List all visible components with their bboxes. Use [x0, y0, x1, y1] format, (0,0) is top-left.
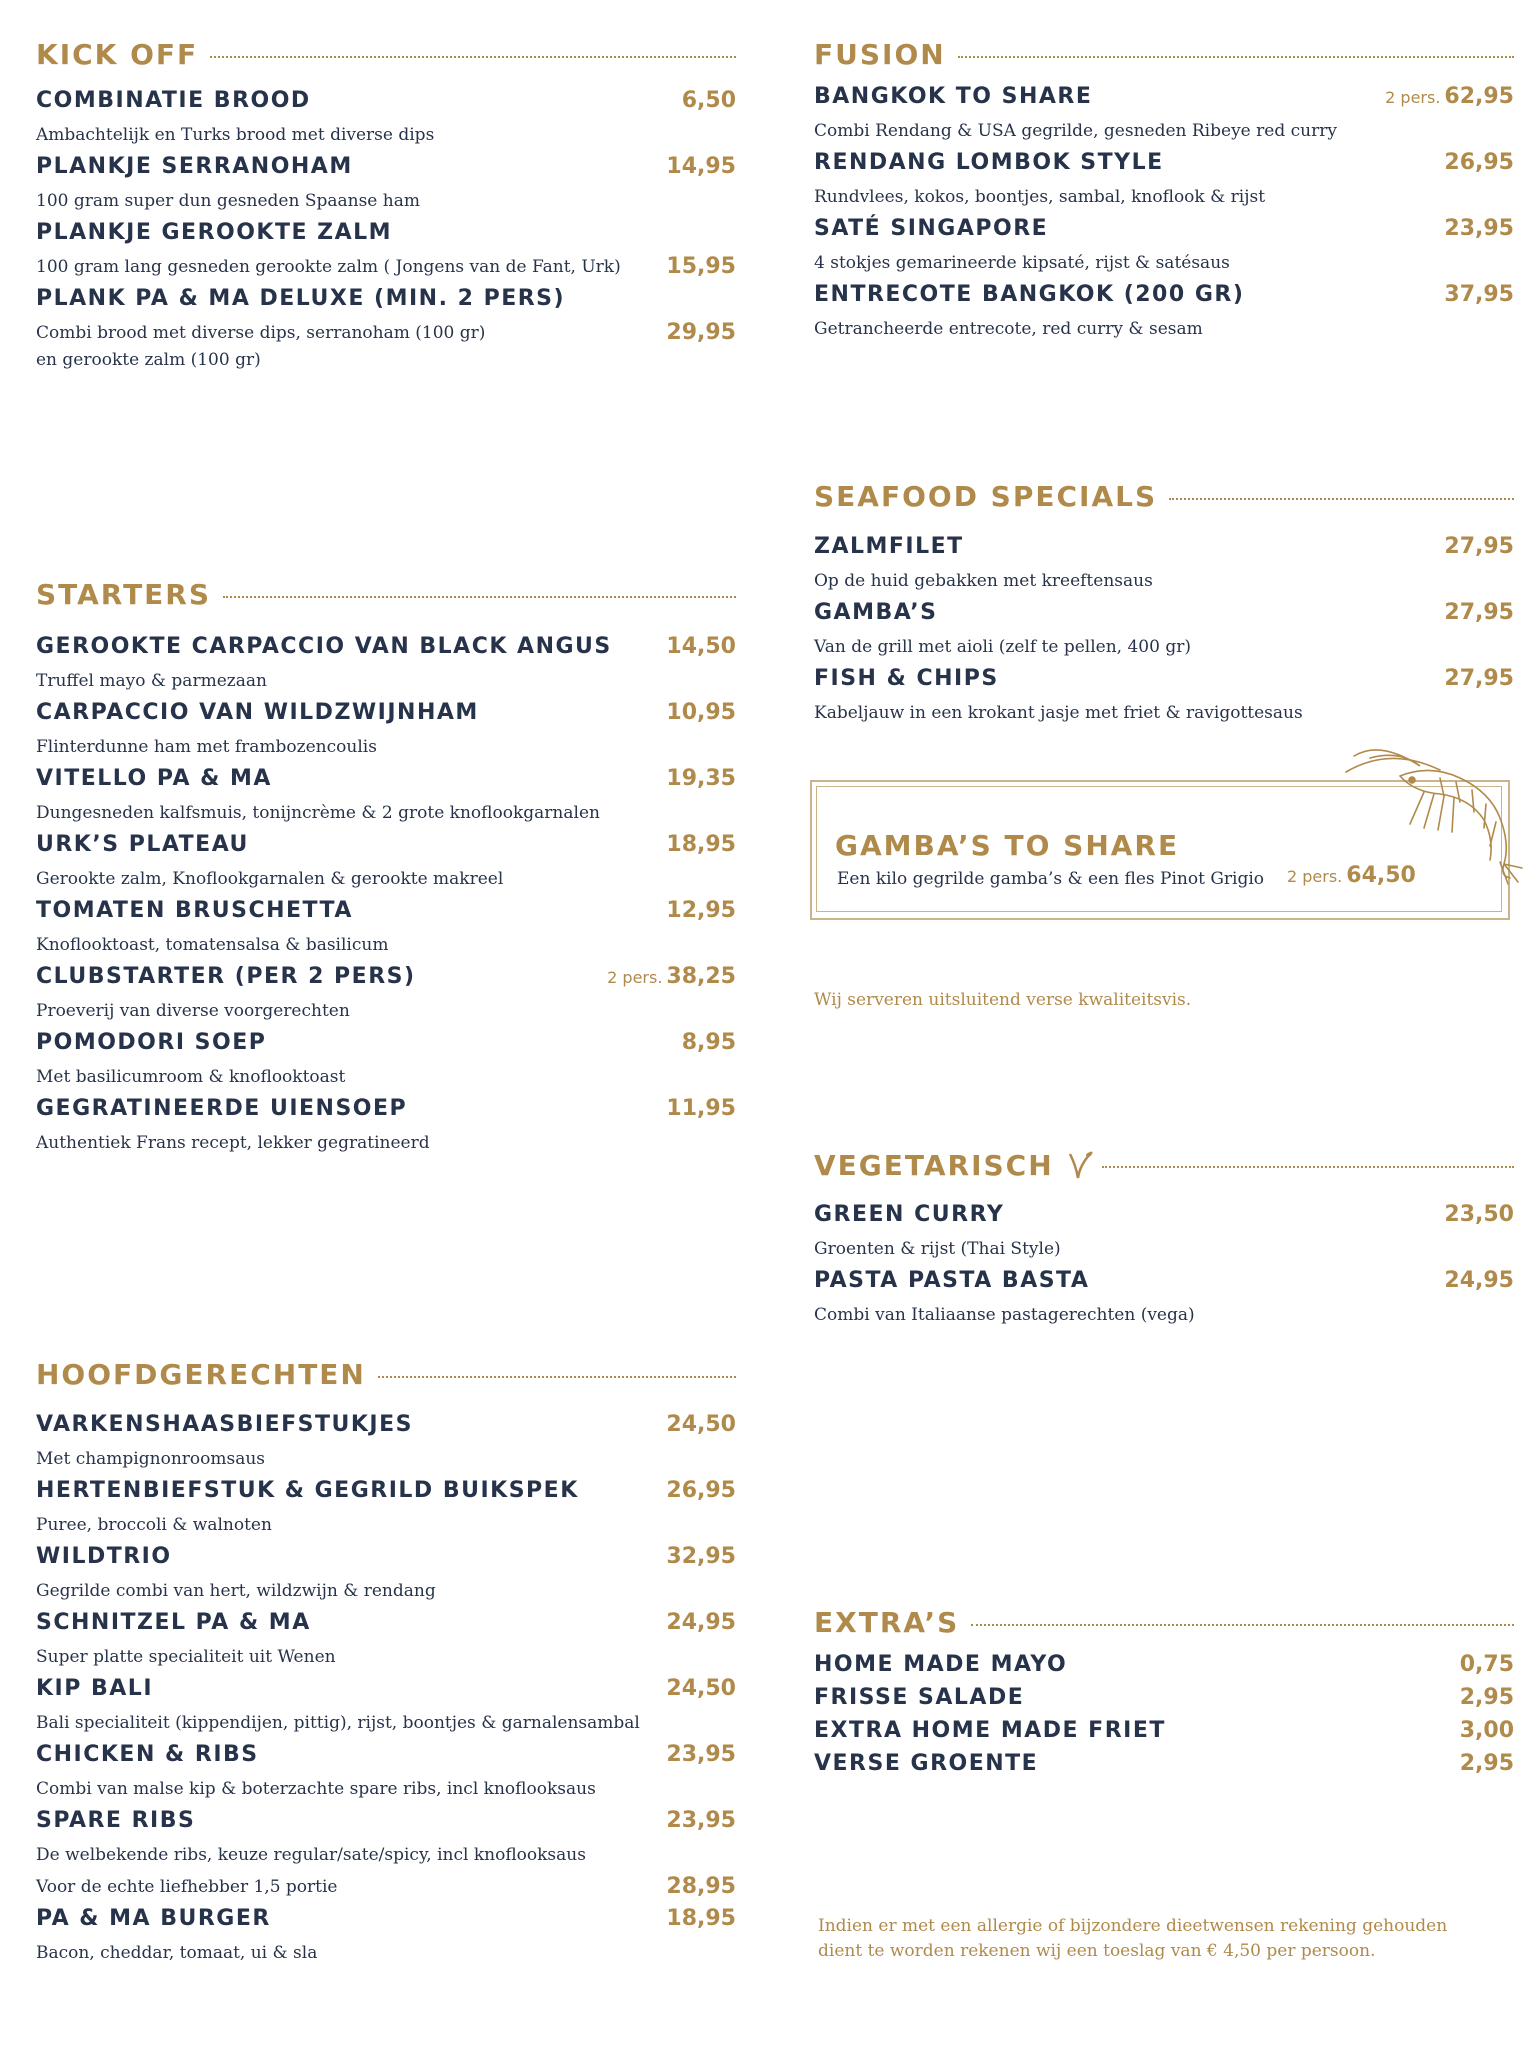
dotted-divider: [1169, 498, 1514, 500]
section-heading-fusion: FUSION: [814, 38, 1514, 71]
section-heading-extras: EXTRA’S: [814, 1606, 1514, 1639]
leaf-icon: [1066, 1148, 1096, 1182]
section-heading-vegetarisch: VEGETARISCH: [814, 1148, 1514, 1182]
dotted-divider: [958, 56, 1514, 58]
section-heading-starters: STARTERS: [36, 578, 736, 611]
gamba-share-price: 2 pers. 64,50: [1287, 863, 1416, 888]
dotted-divider: [223, 596, 736, 598]
dotted-divider: [1102, 1166, 1514, 1168]
section-heading-hoofdgerechten: HOOFDGERECHTEN: [36, 1358, 736, 1391]
gamba-share-title: GAMBA’S TO SHARE: [835, 829, 1180, 862]
dotted-divider: [210, 56, 736, 58]
dotted-divider: [378, 1376, 736, 1378]
gamba-share-desc: Een kilo gegrilde gamba’s & een fles Pinot Grigio: [837, 869, 1265, 889]
dotted-divider: [971, 1624, 1514, 1626]
shrimp-icon: [1340, 736, 1530, 886]
section-heading-kickoff: KICK OFF: [36, 38, 736, 71]
section-heading-seafood: SEAFOOD SPECIALS: [814, 480, 1514, 513]
allergy-note: Indien er met een allergie of bijzondere dieetwensen rekening gehouden dient te worden rekenen wij een toeslag van € 4,50 per persoon.: [818, 1916, 1448, 1961]
seafood-note: Wij serveren uitsluitend verse kwaliteitsvis.: [814, 990, 1192, 1010]
